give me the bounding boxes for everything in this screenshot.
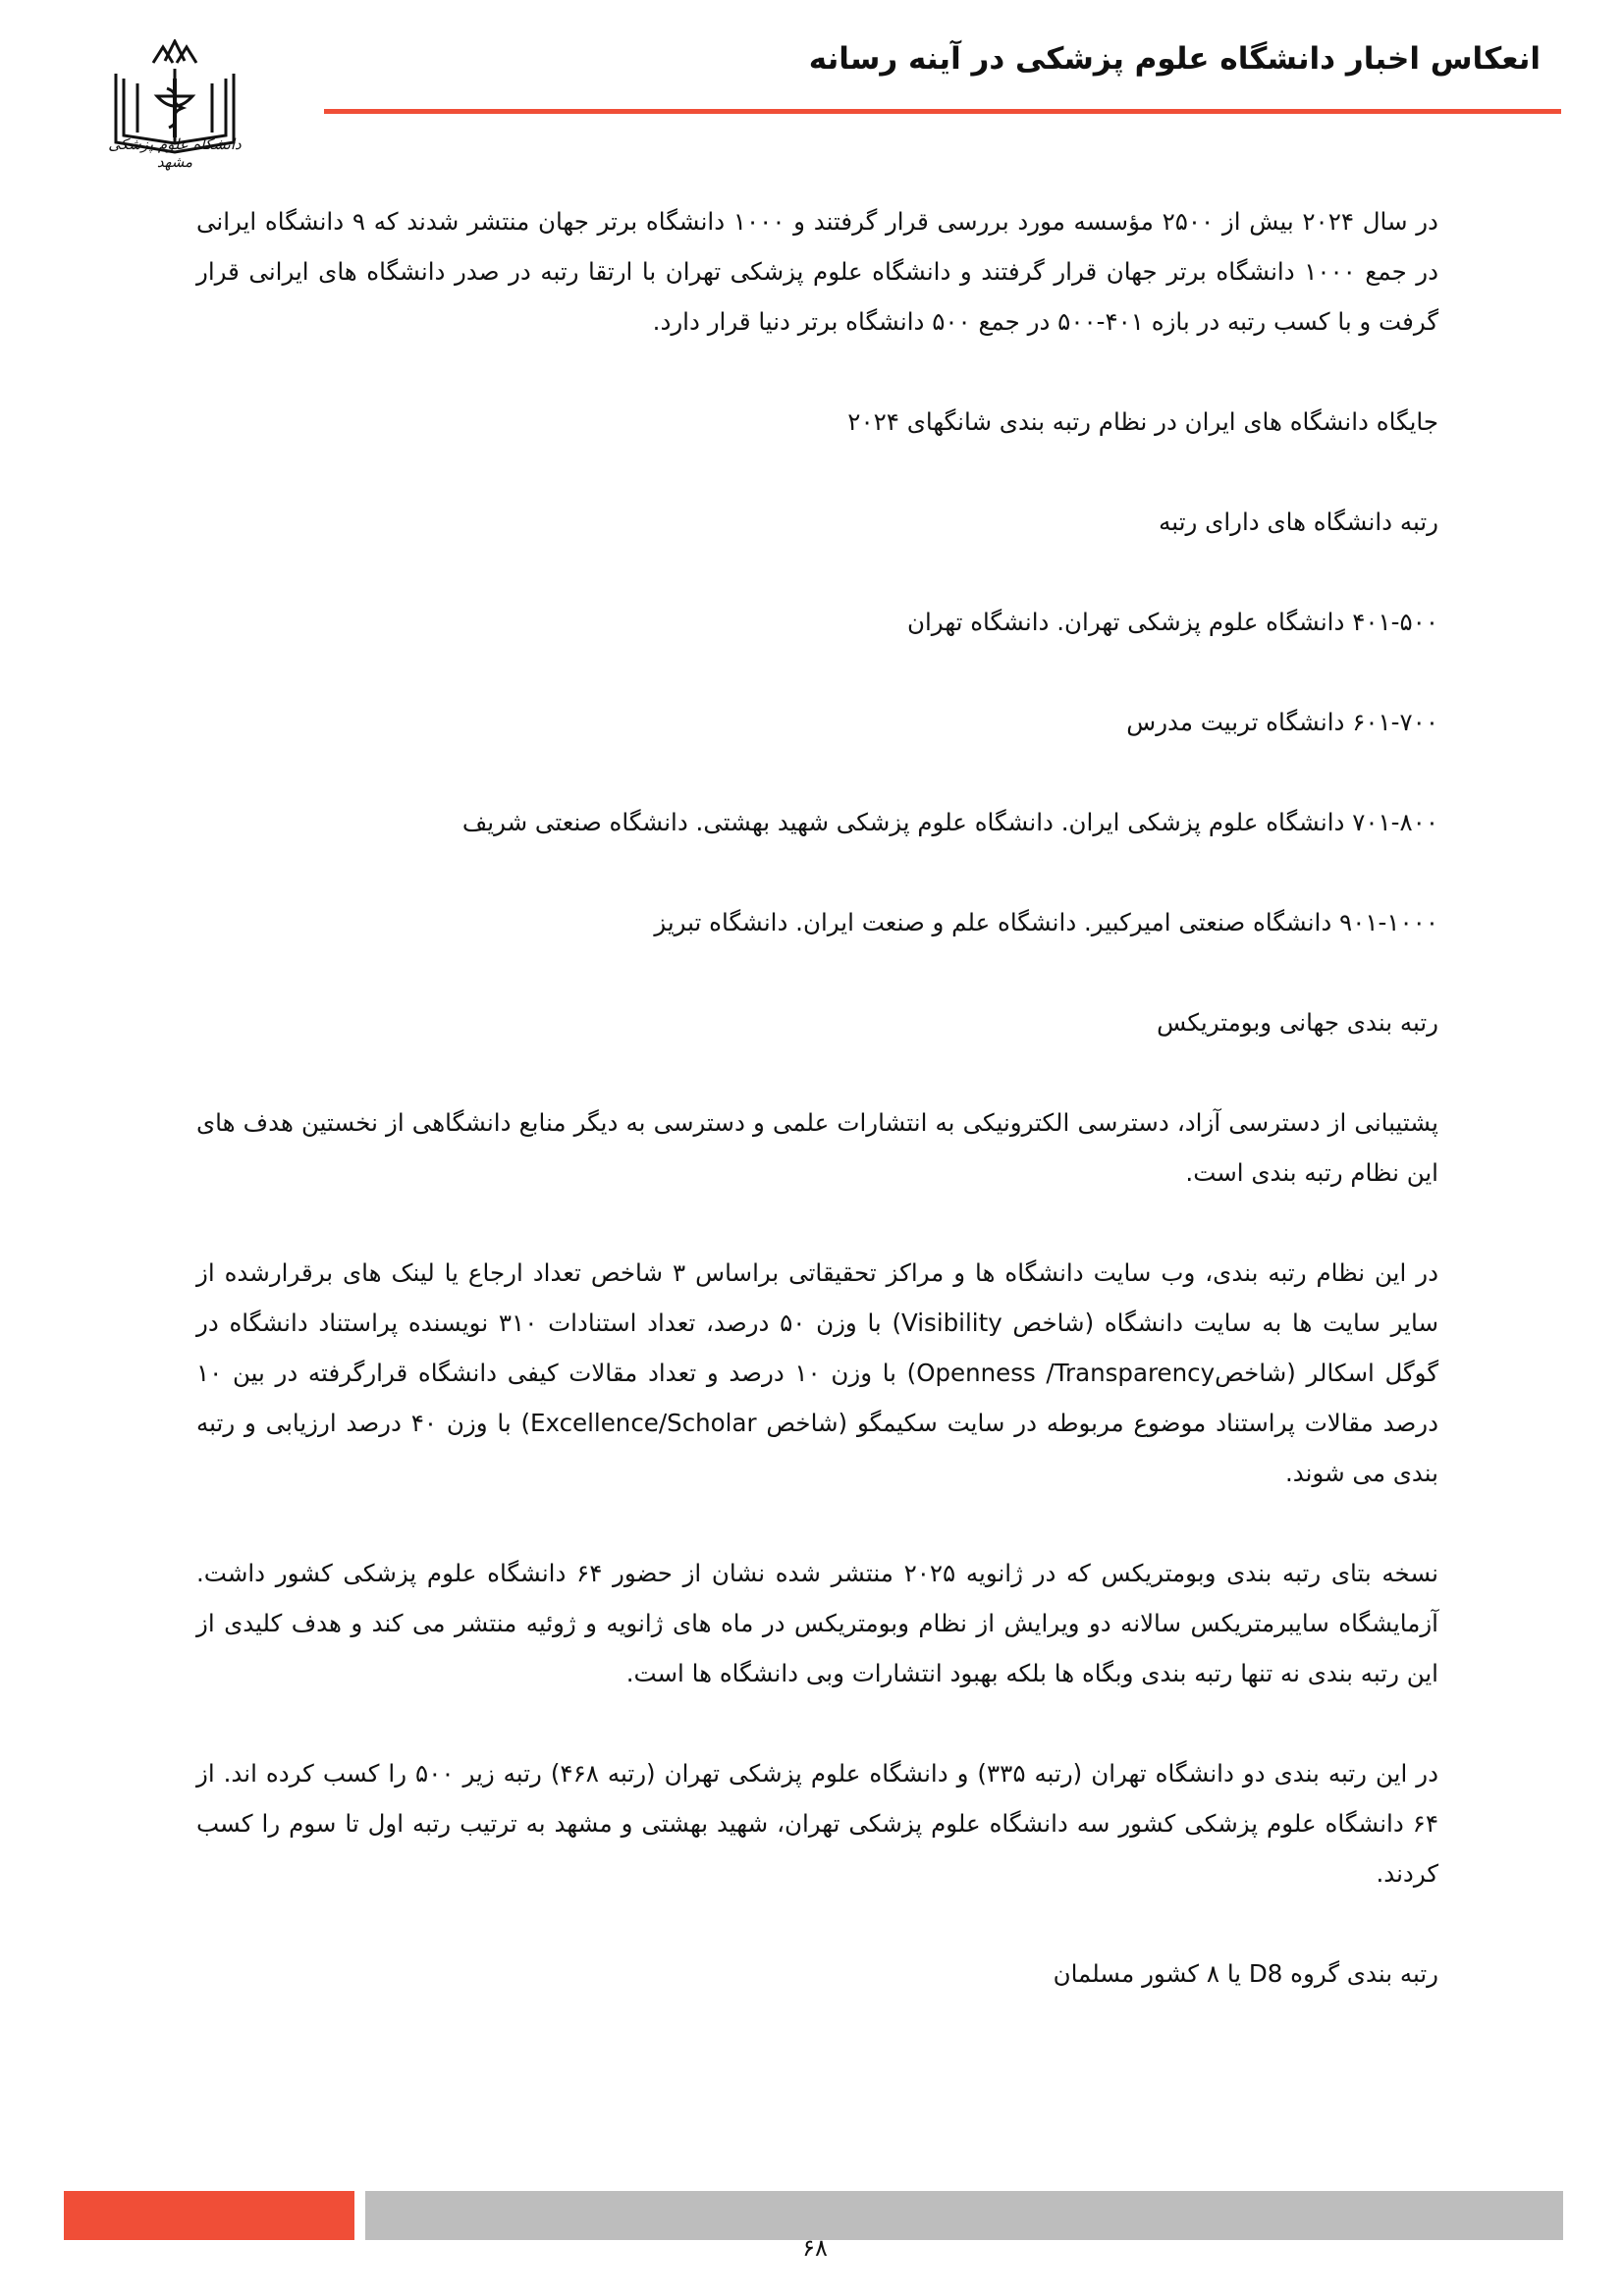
rank-band-601-700: ۶۰۱-۷۰۰ دانشگاه تربیت مدرس [1126,708,1438,736]
footer-red-bar [64,2191,354,2240]
heading-d8-ranking: رتبه بندی گروه D8 یا ۸ کشور مسلمان [1053,1959,1438,1988]
paragraph-webometrics-indicators: در این نظام رتبه بندی، وب سایت دانشگاه ها و مراکز تحقیقاتی براساس ۳ شاخص تعداد ارجاع یا لینک های برقرارشده از سایر سایت ها به سایت دانشگاه (شاخص Visibility) با وزن ۵۰ درصد، تعداد استنادات ۳۱۰ نویسنده پراستناد دانشگاه در گوگل اسکالر (شاخصOpenness /Transparency) با وزن ۱۰ درصد و تعداد مقالات کیفی دانشگاه قرارگرفته در بین ۱۰ درصد مقالات پراستناد موضوع مربوطه در سایت سکیمگو (شاخص Excellence/Scholar) با وزن ۴۰ درصد ارزیابی و رتبه بندی می شوند. [196,1258,1438,1487]
logo-caption: دانشگاه علوم پزشکی مشهد [108,135,242,171]
paragraph-shanghai-intro: در سال ۲۰۲۴ بیش از ۲۵۰۰ مؤسسه مورد بررسی قرار گرفتند و ۱۰۰۰ دانشگاه برتر جهان منتشر شدند که ۹ دانشگاه ایرانی در جمع ۱۰۰۰ دانشگاه برتر جهان قرار گرفتند و دانشگاه علوم پزشکی تهران با ارتقا رتبه در صدر دانشگاه های ایرانی قرار گرفت و با کسب رتبه در بازه ۴۰۱-۵۰۰ در جمع ۵۰۰ دانشگاه برتر دنیا قرار دارد. [196,207,1438,336]
rank-band-401-500: ۴۰۱-۵۰۰ دانشگاه علوم پزشکی تهران. دانشگاه تهران [907,608,1438,636]
paragraph-webometrics-goal: پشتیبانی از دسترسی آزاد، دسترسی الکترونیکی به انتشارات علمی و دسترسی به دیگر منابع دانشگاهی از نخستین هدف های این نظام رتبه بندی است. [196,1108,1438,1187]
rank-band-701-800: ۷۰۱-۸۰۰ دانشگاه علوم پزشکی ایران. دانشگاه علوم پزشکی شهید بهشتی. دانشگاه صنعتی شریف [461,808,1438,836]
page-number: ۶۸ [802,2234,828,2262]
article-body [196,196,1438,1999]
heading-shanghai-ranking: جایگاه دانشگاه های ایران در نظام رتبه بندی شانگهای ۲۰۲۴ [847,407,1438,436]
heading-webometrics: رتبه بندی جهانی وبومتریکس [1157,1008,1438,1037]
paragraph-webometrics-results: در این رتبه بندی دو دانشگاه تهران (رتبه ۳۳۵) و دانشگاه علوم پزشکی تهران (رتبه ۴۶۸) رتبه زیر ۵۰۰ را کسب کرده اند. از ۶۴ دانشگاه علوم پزشکی کشور سه دانشگاه علوم پزشکی تهران، شهید بهشتی و مشهد به ترتیب رتبه اول تا سوم را کسب کردند. [196,1759,1438,1888]
paragraph-webometrics-beta: نسخه بتای رتبه بندی وبومتریکس که در ژانویه ۲۰۲۵ منتشر شده نشان از حضور ۶۴ دانشگاه علوم پزشکی کشور داشت. آزمایشگاه سایبرمتریکس سالانه دو ویرایش از نظام وبومتریکس در ماه های ژانویه و ژوئیه منتشر می کند و هدف کلیدی از این رتبه بندی نه تنها رتبه بندی وبگاه ها بلکه بهبود انتشارات وبی دانشگاه ها است. [196,1559,1438,1687]
heading-ranked-universities: رتبه دانشگاه های دارای رتبه [1159,507,1438,536]
footer-gray-bar [365,2191,1563,2240]
rank-band-901-1000: ۹۰۱-۱۰۰۰ دانشگاه صنعتی امیرکبیر. دانشگاه علم و صنعت ایران. دانشگاه تبریز [654,908,1438,936]
document-header-title: انعکاس اخبار دانشگاه علوم پزشکی در آینه رسانه [808,41,1541,77]
header-divider [324,109,1561,114]
